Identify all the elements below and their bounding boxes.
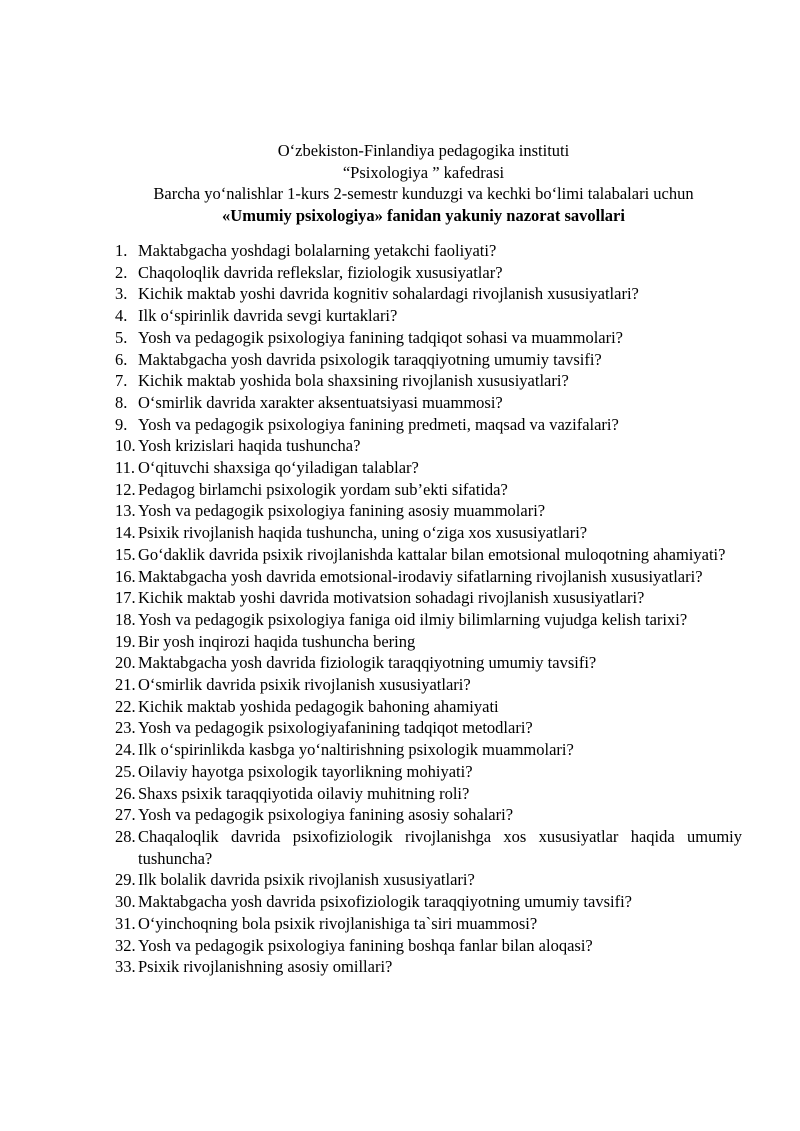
question-text: Yosh va pedagogik psixologiya fanining asosiy sohalari? bbox=[138, 805, 514, 825]
question-number: 24. bbox=[115, 740, 136, 760]
question-number: 5. bbox=[115, 327, 128, 347]
document-title: «Umumiy psixologiya» fanidan yakuniy nazorat savollari bbox=[222, 205, 625, 225]
question-item bbox=[115, 631, 742, 653]
question-text: Pedagog birlamchi psixologik yordam sub’ekti sifatida? bbox=[138, 479, 508, 499]
question-number: 18. bbox=[115, 609, 136, 629]
question-text: Maktabgacha yosh davrida psixologik taraqqiyotning umumiy tavsifi? bbox=[138, 349, 602, 369]
question-number: 2. bbox=[115, 262, 128, 282]
question-item bbox=[115, 327, 742, 349]
question-text: Yosh va pedagogik psixologiya fanining tadqiqot sohasi va muammolari? bbox=[138, 327, 624, 347]
question-item bbox=[115, 826, 742, 869]
question-number: 10. bbox=[115, 436, 136, 456]
question-item bbox=[115, 457, 742, 479]
question-number: 20. bbox=[115, 653, 136, 673]
question-item bbox=[115, 435, 742, 457]
question-number: 14. bbox=[115, 523, 136, 543]
question-item bbox=[115, 674, 742, 696]
question-text: Ilk o‘spirinlik davrida sevgi kurtaklari? bbox=[138, 306, 398, 326]
question-item bbox=[115, 609, 742, 631]
question-text: Kichik maktab yoshida pedagogik bahoning ahamiyati bbox=[138, 696, 499, 716]
question-number: 21. bbox=[115, 675, 136, 695]
question-number: 33. bbox=[115, 957, 136, 977]
question-number: 9. bbox=[115, 414, 128, 434]
question-item bbox=[115, 717, 742, 739]
question-text: Kichik maktab yoshida bola shaxsining rivojlanish xususiyatlari? bbox=[138, 371, 569, 391]
question-item bbox=[115, 761, 742, 783]
questions-list bbox=[115, 240, 742, 978]
question-text: O‘qituvchi shaxsiga qo‘yiladigan talablar? bbox=[138, 458, 419, 478]
question-text: O‘yinchoqning bola psixik rivojlanishiga ta`siri muammosi? bbox=[138, 913, 538, 933]
question-text: Kichik maktab yoshi davrida motivatsion sohadagi rivojlanish xususiyatlari? bbox=[138, 588, 645, 608]
question-item bbox=[115, 349, 742, 371]
question-text: Kichik maktab yoshi davrida kognitiv sohalardagi rivojlanish xususiyatlari? bbox=[138, 284, 639, 304]
question-text: Yosh va pedagogik psixologiya fanining predmeti, maqsad va vazifalari? bbox=[138, 414, 619, 434]
question-text: Ilk o‘spirinlikda kasbga yo‘naltirishning psixologik muammolari? bbox=[138, 740, 574, 760]
question-number: 25. bbox=[115, 761, 136, 781]
question-item bbox=[115, 262, 742, 284]
question-text: Psixik rivojlanishning asosiy omillari? bbox=[138, 957, 393, 977]
question-number: 6. bbox=[115, 349, 128, 369]
question-number: 22. bbox=[115, 696, 136, 716]
question-item bbox=[115, 544, 742, 566]
question-item bbox=[115, 652, 742, 674]
question-text: Go‘daklik davrida psixik rivojlanishda kattalar bilan emotsional muloqotning ahamiyati? bbox=[138, 544, 726, 564]
question-number: 13. bbox=[115, 501, 136, 521]
question-item bbox=[115, 392, 742, 414]
question-number: 17. bbox=[115, 588, 136, 608]
question-number: 26. bbox=[115, 783, 136, 803]
question-number: 19. bbox=[115, 631, 136, 651]
question-text: Bir yosh inqirozi haqida tushuncha bering bbox=[138, 631, 416, 651]
question-item bbox=[115, 869, 742, 891]
question-text: Yosh va pedagogik psixologiyafanining tadqiqot metodlari? bbox=[138, 718, 533, 738]
question-item bbox=[115, 913, 742, 935]
question-item bbox=[115, 935, 742, 957]
question-item bbox=[115, 283, 742, 305]
audience-line: Barcha yo‘nalishlar 1-kurs 2-semestr kunduzgi va kechki bo‘limi talabalari uchun bbox=[153, 184, 694, 203]
question-item bbox=[115, 370, 742, 392]
question-text: Maktabgacha yoshdagi bolalarning yetakchi faoliyati? bbox=[138, 241, 497, 260]
question-text: Oilaviy hayotga psixologik tayorlikning mohiyati? bbox=[138, 761, 473, 781]
question-number: 28. bbox=[115, 826, 136, 846]
question-item bbox=[115, 891, 742, 913]
question-text: Chaqaloqlik davrida psixofiziologik rivojlanishga xos xususiyatlar haqida umumiy tushuncha? bbox=[138, 826, 742, 868]
question-text: O‘smirlik davrida xarakter aksentuatsiyasi muammosi? bbox=[138, 392, 503, 412]
question-item bbox=[115, 500, 742, 522]
question-text: Shaxs psixik taraqqiyotida oilaviy muhitning roli? bbox=[138, 783, 470, 803]
question-number: 29. bbox=[115, 870, 136, 890]
question-text: Yosh va pedagogik psixologiya fanining asosiy muammolari? bbox=[138, 501, 546, 521]
question-item bbox=[115, 305, 742, 327]
question-number: 27. bbox=[115, 805, 136, 825]
question-item bbox=[115, 414, 742, 436]
department-name: “Psixologiya ” kafedrasi bbox=[342, 162, 505, 182]
question-text: Yosh krizislari haqida tushuncha? bbox=[138, 436, 361, 456]
question-number: 15. bbox=[115, 544, 136, 564]
question-text: Ilk bolalik davrida psixik rivojlanish xususiyatlari? bbox=[138, 870, 475, 890]
question-number: 4. bbox=[115, 306, 128, 326]
question-number: 11. bbox=[115, 458, 136, 478]
question-number: 23. bbox=[115, 718, 136, 738]
question-item bbox=[115, 783, 742, 805]
question-number: 31. bbox=[115, 913, 136, 933]
question-item bbox=[115, 479, 742, 501]
question-number: 1. bbox=[115, 241, 128, 260]
question-number: 16. bbox=[115, 566, 136, 586]
question-text: Yosh va pedagogik psixologiya fanining boshqa fanlar bilan aloqasi? bbox=[138, 935, 593, 955]
question-item bbox=[115, 566, 742, 588]
institute-name: O‘zbekiston-Finlandiya pedagogika instituti bbox=[277, 141, 570, 160]
question-number: 8. bbox=[115, 392, 128, 412]
question-item bbox=[115, 522, 742, 544]
question-item bbox=[115, 956, 742, 978]
question-number: 32. bbox=[115, 935, 136, 955]
question-text: Maktabgacha yosh davrida fiziologik taraqqiyotning umumiy tavsifi? bbox=[138, 653, 597, 673]
question-item bbox=[115, 804, 742, 826]
question-text: Maktabgacha yosh davrida emotsional-irodaviy sifatlarning rivojlanish xususiyatlari? bbox=[138, 566, 703, 586]
question-item bbox=[115, 587, 742, 609]
question-text: Yosh va pedagogik psixologiya faniga oid ilmiy bilimlarning vujudga kelish tarixi? bbox=[138, 609, 688, 629]
question-text: Chaqoloqlik davrida reflekslar, fiziologik xususiyatlar? bbox=[138, 262, 503, 282]
question-text: Psixik rivojlanish haqida tushuncha, uning o‘ziga xos xususiyatlari? bbox=[138, 523, 588, 543]
question-text: O‘smirlik davrida psixik rivojlanish xususiyatlari? bbox=[138, 675, 471, 695]
question-number: 3. bbox=[115, 284, 128, 304]
question-number: 30. bbox=[115, 892, 136, 912]
question-text: Maktabgacha yosh davrida psixofiziologik taraqqiyotning umumiy tavsifi? bbox=[138, 892, 632, 912]
question-number: 7. bbox=[115, 371, 128, 391]
question-item bbox=[115, 240, 742, 262]
question-number: 12. bbox=[115, 479, 136, 499]
question-item bbox=[115, 696, 742, 718]
document-header bbox=[105, 140, 742, 226]
question-item bbox=[115, 739, 742, 761]
